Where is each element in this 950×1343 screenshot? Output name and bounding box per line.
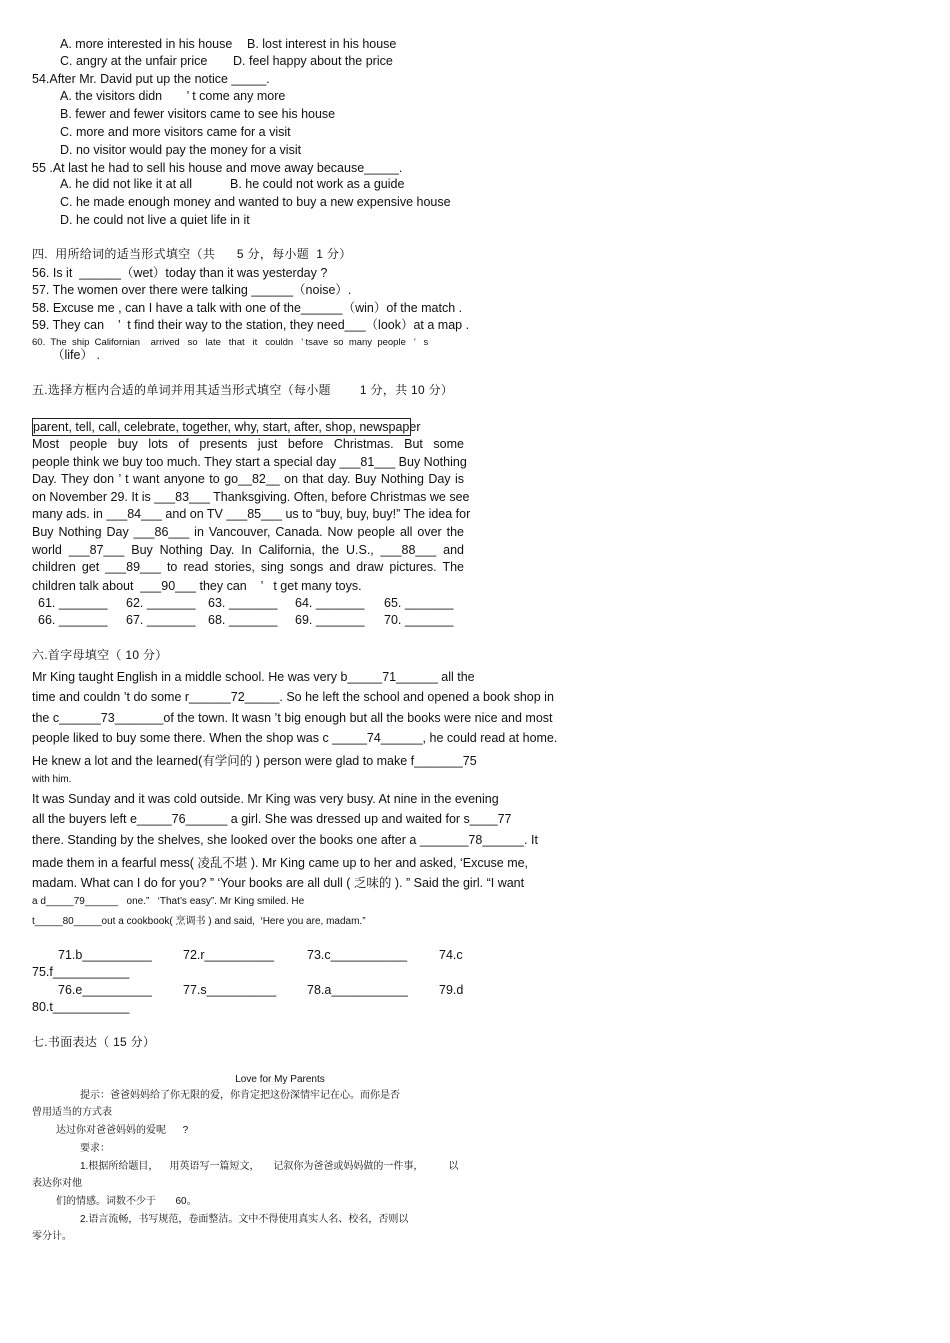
essay-requirements-label: 要求：: [80, 1143, 110, 1154]
answer-blank-63[interactable]: 63. _______: [208, 596, 278, 610]
answer-blank-79[interactable]: 79.d: [439, 983, 464, 997]
s6-passage-line: all the buyers left e_____76______ a girl. She was dressed up and waited for s____77: [32, 812, 512, 826]
answer-blank-75[interactable]: 75.f___________: [32, 965, 130, 979]
essay-hint-line: 提示：爸爸妈妈给了你无限的爱，你肯定把这份深情牢记在心。而你是否: [80, 1090, 400, 1101]
s6-passage-line: It was Sunday and it was cold outside. Mr King was very busy. At nine in the evening: [32, 792, 499, 806]
s6-passage-line: He knew a lot and the learned(有学问的 ) person were glad to make f_______75: [32, 754, 477, 768]
word-box: parent, tell, call, celebrate, together, why, start, after, shop, newspaper: [33, 420, 421, 434]
section7-title: 七.书面表达（ 15 分）: [32, 1035, 156, 1049]
q59: 59. They can ’ t find their way to the station, they need___（look）at a map .: [32, 318, 470, 332]
answer-blank-80[interactable]: 80.t___________: [32, 1000, 130, 1014]
answer-blank-78[interactable]: 78.a___________: [307, 983, 408, 997]
answer-blank-62[interactable]: 62. _______: [126, 596, 196, 610]
s5-passage-line: Day. They don ’ t want anyone to go__82__ on that day. Buy Nothing Day is: [32, 472, 464, 486]
q55-option-c: C. he made enough money and wanted to buy a new expensive house: [60, 195, 451, 209]
s6-passage-line: time and couldn ’t do some r______72_____. So he left the school and opened a book shop in: [32, 690, 554, 704]
s6-passage-line: madam. What can I do for you? ” ‘Your books are all dull ( 乏味的 ). ” Said the girl. “I want: [32, 876, 525, 890]
answer-blank-76[interactable]: 76.e__________: [58, 983, 152, 997]
q55-option-b: B. he could not work as a guide: [230, 177, 405, 191]
s6-passage-line: a d_____79______ one.” ‘That’s easy”. Mr King smiled. He: [32, 896, 305, 907]
s6-passage-line: there. Standing by the shelves, she looked over the books one after a _______78______. It: [32, 833, 538, 847]
q54-option-c: C. more and more visitors came for a visit: [60, 125, 291, 139]
answer-blank-68[interactable]: 68. _______: [208, 613, 278, 627]
essay-requirement-line: 零分计。: [32, 1231, 72, 1242]
q60: 60. The ship Californian arrived so late that it couldn ’ tsave so many people ’ s: [32, 337, 429, 348]
q54-stem: 54.After Mr. David put up the notice _____.: [32, 72, 270, 86]
answer-blank-66[interactable]: 66. _______: [38, 613, 108, 627]
q53-option-c: C. angry at the unfair price: [60, 54, 208, 68]
s6-passage-line: t_____80_____out a cookbook( 烹调书 ) and said, ‘Here you are, madam.”: [32, 916, 366, 927]
q54-option-d: D. no visitor would pay the money for a visit: [60, 143, 302, 157]
answer-blank-67[interactable]: 67. _______: [126, 613, 196, 627]
s5-passage-line: Most people buy lots of presents just before Christmas. But some: [32, 437, 464, 451]
essay-requirement-line: 们的情感。词数不少于 60。: [56, 1196, 197, 1207]
s6-passage-line: Mr King taught English in a middle school. He was very b_____71______ all the: [32, 670, 475, 684]
s6-passage-line: made them in a fearful mess( 凌乱不堪 ). Mr King came up to her and asked, ‘Excuse me,: [32, 856, 529, 870]
q53-option-b: B. lost interest in his house: [247, 37, 397, 51]
q54-option-a: A. the visitors didn ’ t come any more: [60, 89, 286, 103]
s5-passage-line: world ___87___ Buy Nothing Day. In California, the U.S., ___88___ and: [32, 543, 464, 557]
essay-requirement-line: 1.根据所给题目， 用英语写一篇短文， 记叙你为爸爸或妈妈做的一件事， 以: [80, 1161, 459, 1172]
answer-blank-71[interactable]: 71.b__________: [58, 948, 152, 962]
q55-option-d: D. he could not live a quiet life in it: [60, 213, 250, 227]
s5-passage-line: children get ___89___ to read stories, sing songs and draw pictures. The: [32, 560, 464, 574]
s5-passage-line: on November 29. It is ___83___ Thanksgiving. Often, before Christmas we see: [32, 490, 470, 504]
answer-blank-74[interactable]: 74.c: [439, 948, 463, 962]
essay-requirement-line: 表达你对他: [32, 1178, 82, 1189]
s6-passage-line: with him.: [32, 774, 72, 785]
essay-requirement-line: 2.语言流畅，书写规范，卷面整洁。文中不得使用真实人名、校名，否则以: [80, 1214, 409, 1225]
essay-title: Love for My Parents: [235, 1074, 325, 1085]
q56: 56. Is it ______（wet）today than it was yesterday ?: [32, 266, 328, 280]
essay-hint-line: 曾用适当的方式表: [32, 1107, 112, 1118]
s6-passage-line: people liked to buy some there. When the shop was c _____74______, he could read at home.: [32, 731, 558, 745]
s5-passage-line: children talk about ___90___ they can ’ t get many toys.: [32, 579, 362, 593]
q53-option-d: D. feel happy about the price: [233, 54, 393, 68]
essay-hint-line: 达过你对爸爸妈妈的爱呢 ?: [56, 1125, 189, 1136]
s6-passage-line: the c______73_______of the town. It wasn ’t big enough but all the books were nice and most: [32, 711, 553, 725]
answer-blank-72[interactable]: 72.r__________: [183, 948, 275, 962]
answer-blank-61[interactable]: 61. _______: [38, 596, 108, 610]
answer-blank-70[interactable]: 70. _______: [384, 613, 454, 627]
q55-stem: 55 .At last he had to sell his house and move away because_____.: [32, 161, 403, 175]
q58: 58. Excuse me , can I have a talk with one of the______（win）of the match .: [32, 301, 463, 315]
q53-option-a: A. more interested in his house: [60, 37, 233, 51]
section6-title: 六.首字母填空（ 10 分）: [32, 648, 168, 662]
s5-passage-line: many ads. in ___84___ and on TV ___85___ us to “buy, buy, buy!” The idea for: [32, 507, 471, 521]
s5-passage-line: Buy Nothing Day ___86___ in Vancouver, Canada. Now people all over the: [32, 525, 464, 539]
q60-end: （life） .: [52, 348, 100, 362]
answer-blank-69[interactable]: 69. _______: [295, 613, 365, 627]
s5-passage-line: people think we buy too much. They start a special day ___81___ Buy Nothing: [32, 455, 467, 469]
answer-blank-64[interactable]: 64. _______: [295, 596, 365, 610]
section4-title: 四. 用所给词的适当形式填空（共 5 分，每小题 1 分）: [32, 247, 352, 261]
q54-option-b: B. fewer and fewer visitors came to see his house: [60, 107, 336, 121]
answer-blank-65[interactable]: 65. _______: [384, 596, 454, 610]
answer-blank-77[interactable]: 77.s__________: [183, 983, 277, 997]
q57: 57. The women over there were talking ______（noise）.: [32, 283, 352, 297]
q55-option-a: A. he did not like it at all: [60, 177, 193, 191]
section5-title: 五.选择方框内合适的单词并用其适当形式填空（每小题 1 分，共 10 分）: [32, 383, 454, 397]
answer-blank-73[interactable]: 73.c___________: [307, 948, 408, 962]
